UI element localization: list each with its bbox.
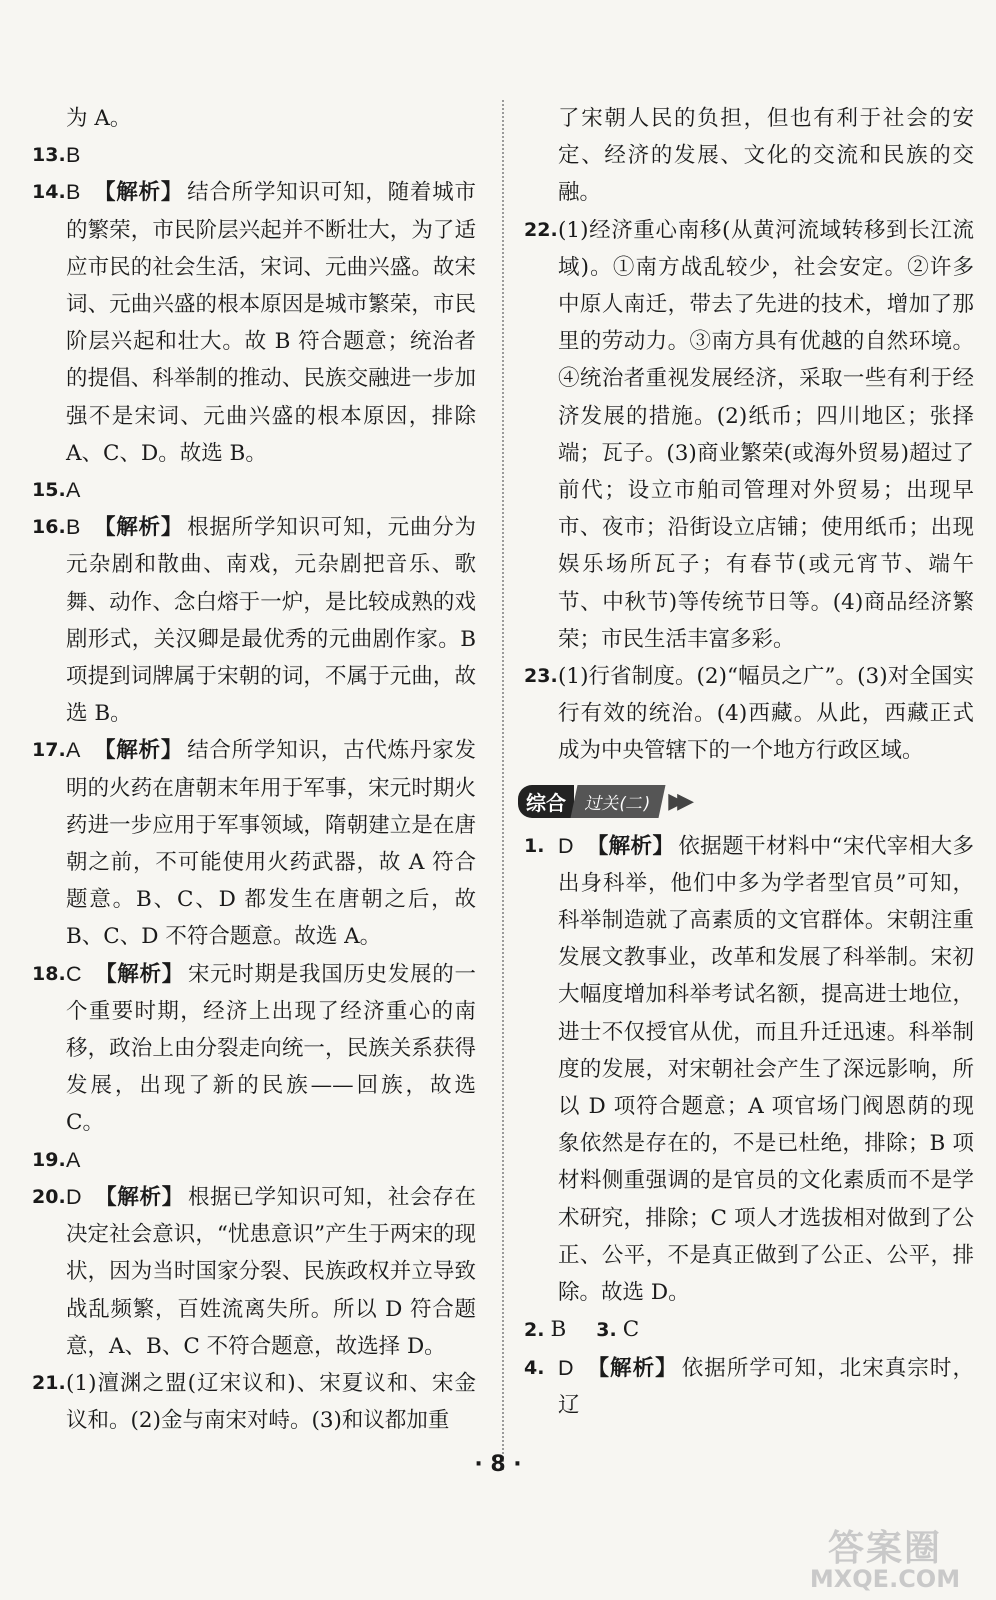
- analysis-text: 依据所学可知，北宋真宗时，辽: [558, 1355, 974, 1418]
- analysis-tag: 【解析】: [586, 833, 675, 859]
- answer-choice: D: [558, 1355, 574, 1380]
- answer-choice: D: [66, 1184, 82, 1209]
- answer-choice: B: [66, 180, 81, 205]
- section-answers-2-3: [524, 1311, 974, 1349]
- answer-17: [32, 732, 476, 955]
- question-number: 21.: [32, 1371, 66, 1394]
- right-column: [524, 100, 974, 1424]
- answer-choice: B: [66, 143, 81, 168]
- question-number: 3.: [596, 1319, 617, 1342]
- answer-choice: B: [550, 1317, 567, 1343]
- analysis-tag: 【解析】: [93, 180, 184, 206]
- answer-choice: A: [66, 478, 81, 503]
- analysis-text: 根据所学知识可知，元曲分为元杂剧和散曲、南戏，元杂剧把音乐、歌舞、动作、念白熔于一炉，是比较成熟的戏剧形式，关汉卿是最优秀的元曲剧作家。B 项提到词牌属于宋朝的词，不属于元曲，故选 B。: [66, 515, 476, 727]
- question-number: 20.: [32, 1185, 66, 1208]
- watermark-title: 答案圈: [827, 1528, 942, 1569]
- question-number: 2.: [524, 1319, 545, 1342]
- question-number: 23.: [524, 665, 558, 688]
- section-answer-3: [596, 1311, 639, 1349]
- question-number: 1.: [524, 834, 545, 857]
- question-number: 22.: [524, 218, 558, 241]
- answer-23: [524, 658, 974, 770]
- answer-choice: C: [66, 961, 82, 986]
- answer-choice: C: [622, 1317, 640, 1343]
- answer-choice: B: [66, 515, 81, 540]
- question-number: 13.: [32, 144, 66, 167]
- answer-16: [32, 509, 476, 732]
- analysis-text: 宋元时期是我国历史发展的一个重要时期，经济上出现了经济重心的南移，政治上由分裂走向统一，民族关系获得发展，出现了新的民族——回族，故选 C。: [66, 961, 476, 1136]
- analysis-text: 结合所学知识可知，随着城市的繁荣，市民阶层兴起并不断壮大，为了适应市民的社会生活，宋词、元曲兴盛。故宋词、元曲兴盛的根本原因是城市繁荣，市民阶层兴起和壮大。故 B 符合题意；统治者的提倡、科举制的推动、民族交融进一步加强不是宋词、元曲兴盛的根本原因，排除 A、C、D。故选 B。: [66, 180, 476, 466]
- question-number: 15.: [32, 479, 66, 502]
- answer-14: [32, 174, 476, 472]
- analysis-tag: 【解析】: [95, 1184, 184, 1210]
- answer-22: [524, 212, 974, 658]
- continued-text: 为 A。: [66, 106, 132, 131]
- analysis-text: 依据题干材料中“宋代宰相大多出身科举，他们中多为学者型官员”可知，科举制造就了高素质的文官群体。宋朝注重发展文教事业，改革和发展了科举制。宋初大幅度增加科举考试名额，提高进士地位，进士不仅授官从优，而且升迁迅速。科举制度的发展，对宋朝社会产生了深远影响，所以 D 项符合题意；A 项官场门阀恩荫的现象依然是存在的，不是已杜绝，排除；B 项材料侧重强调的是官员的文化素质而不是学术研究，排除；C 项人才选拔相对做到了公正、公平，不是真正做到了公正、公平，排除。故选 D。: [558, 833, 974, 1306]
- question-number: 17.: [32, 739, 66, 762]
- double-arrow-icon: ▶▶: [668, 789, 687, 815]
- answer-choice: D: [558, 833, 574, 858]
- question-number: 16.: [32, 516, 66, 539]
- section-answer-4: [524, 1350, 974, 1424]
- question-number: 4.: [524, 1356, 545, 1379]
- column-divider: [502, 100, 504, 1470]
- analysis-tag: 【解析】: [93, 738, 184, 764]
- answer-19: [32, 1142, 476, 1179]
- banner-subtitle: 过关(二): [570, 785, 665, 818]
- answer-18: [32, 956, 476, 1142]
- analysis-tag: 【解析】: [95, 961, 184, 987]
- answer-text: (1)澶渊之盟(辽宋议和)、宋夏议和、宋金议和。(2)金与南宋对峙。(3)和议都加重: [66, 1370, 476, 1434]
- question-number: 19.: [32, 1148, 66, 1171]
- continued-text: 了宋朝人民的负担，但也有利于社会的安定、经济的发展、文化的交流和民族的交融。: [558, 106, 974, 206]
- analysis-tag: 【解析】: [93, 515, 184, 541]
- question-number: 14.: [32, 181, 66, 204]
- answer-text: (1)经济重心南移(从黄河流域转移到长江流域)。①南方战乱较少，社会安定。②许多中原人南迁，带去了先进的技术，增加了那里的劳动力。③南方具有优越的自然环境。④统治者重视发展经济，采取一些有利于经济发展的措施。(2)纸币；四川地区；张择端；瓦子。(3)商业繁荣(或海外贸易)超过了前代；设立市舶司管理对外贸易；出现早市、夜市；沿街设立店铺；使用纸币；出现娱乐场所瓦子；有春节(或元宵节、端午节、中秋节)等传统节日等。(4)商品经济繁荣；市民生活丰富多彩。: [558, 217, 974, 652]
- question-number: 18.: [32, 962, 66, 985]
- answer-21: [32, 1365, 476, 1439]
- analysis-text: 结合所学知识，古代炼丹家发明的火药在唐朝末年用于军事，宋元时期火药进一步应用于军事领域，隋朝建立是在唐朝之前，不可能使用火药武器，故 A 符合题意。B、C、D 都发生在唐朝之后，故 B、C、D 不符合题意。故选 A。: [66, 738, 476, 950]
- section-answer-2: [524, 1311, 566, 1349]
- analysis-text: 根据已学知识可知，社会存在决定社会意识，“忧患意识”产生于两宋的现状，因为当时国家分裂、民族政权并立导致战乱频繁，百姓流离失所。所以 D 符合题意，A、B、C 不符合题意，故选择 D。: [66, 1184, 476, 1359]
- watermark-logo: [800, 1520, 970, 1593]
- banner-label: 综合: [518, 785, 574, 818]
- answer-choice: A: [66, 1147, 81, 1172]
- answer-20: [32, 1179, 476, 1365]
- answer-15: [32, 472, 476, 509]
- answer-choice: A: [66, 738, 81, 763]
- section-banner: [518, 784, 974, 820]
- left-column: [32, 100, 476, 1439]
- analysis-tag: 【解析】: [587, 1355, 678, 1381]
- answer-text: (1)行省制度。(2)“幅员之广”。(3)对全国实行有效的统治。(4)西藏。从此，西藏正式成为中央管辖下的一个地方行政区域。: [558, 664, 974, 764]
- answer-13: [32, 137, 476, 174]
- watermark-url: MXQE.COM: [809, 1565, 961, 1593]
- section-answer-1: [524, 828, 974, 1312]
- page-number: · 8 ·: [474, 1452, 522, 1477]
